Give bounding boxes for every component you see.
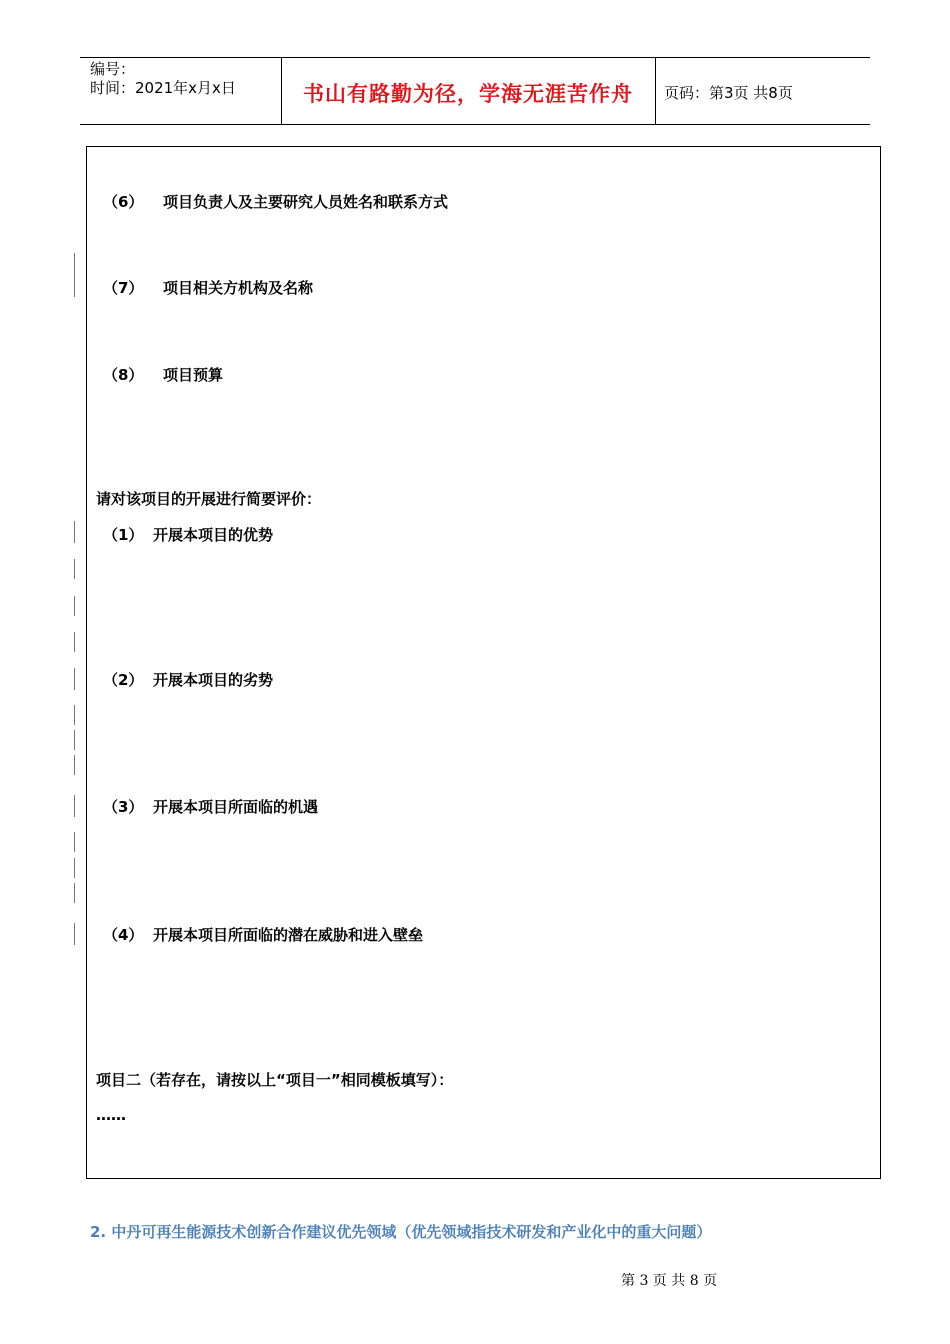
margin-change-bar (74, 705, 75, 725)
document-time-label: 时间：2021年x月x日 (90, 79, 236, 97)
header-bottom-rule (80, 124, 870, 125)
evaluation-item-2 (103, 669, 273, 690)
form-item-label: 项目相关方机构及名称 (163, 279, 314, 297)
margin-change-bar (74, 832, 75, 852)
margin-change-bar (74, 755, 75, 775)
margin-change-bar (74, 596, 75, 616)
form-item-label: 项目负责人及主要研究人员姓名和联系方式 (163, 193, 449, 211)
form-item-number: （6） (103, 193, 144, 211)
margin-change-bar (74, 858, 75, 878)
header-divider-right (655, 57, 656, 125)
form-item-7 (103, 277, 313, 298)
page-footer: 第 3 页 共 8 页 (621, 1273, 718, 1289)
evaluation-item-label: 开展本项目的劣势 (153, 671, 274, 689)
margin-change-bar (74, 923, 75, 945)
ellipsis-text: …… (96, 1106, 126, 1124)
form-item-label: 项目预算 (163, 366, 224, 384)
margin-change-bar (74, 521, 75, 543)
evaluation-item-label: 开展本项目的优势 (153, 526, 274, 544)
evaluation-item-number: （2） (103, 671, 144, 689)
form-item-number: （7） (103, 279, 144, 297)
header-top-rule (80, 57, 870, 58)
evaluation-item-label: 开展本项目所面临的机遇 (153, 798, 319, 816)
margin-change-bar (74, 730, 75, 750)
margin-change-bar (74, 668, 75, 690)
header-page-number: 页码：第3页 共8页 (664, 84, 793, 102)
margin-change-bar (74, 632, 75, 652)
form-item-number: （8） (103, 366, 144, 384)
margin-change-bar (74, 883, 75, 903)
evaluation-item-number: （3） (103, 798, 144, 816)
document-number-label: 编号： (90, 60, 136, 78)
evaluation-item-number: （1） (103, 526, 144, 544)
section-2-heading: 2. 中丹可再生能源技术创新合作建议优先领域（优先领域指技术研发和产业化中的重大问题） (90, 1223, 712, 1241)
form-box (86, 146, 881, 1179)
evaluation-prompt: 请对该项目的开展进行简要评价： (96, 490, 322, 508)
evaluation-item-1 (103, 524, 273, 545)
evaluation-item-label: 开展本项目所面临的潜在威胁和进入壁垒 (153, 926, 424, 944)
header-meta (90, 60, 236, 98)
margin-change-bar (74, 559, 75, 579)
form-item-6 (103, 191, 448, 212)
margin-change-bar (74, 253, 75, 297)
evaluation-item-number: （4） (103, 926, 144, 944)
project2-note: 项目二（若存在，请按以上“项目一”相同模板填写）： (96, 1071, 454, 1089)
margin-change-bar (74, 795, 75, 817)
evaluation-item-4 (103, 924, 423, 945)
evaluation-item-3 (103, 796, 318, 817)
form-item-8 (103, 364, 223, 385)
header-motto: 书山有路勤为径，学海无涯苦作舟 (303, 82, 633, 106)
